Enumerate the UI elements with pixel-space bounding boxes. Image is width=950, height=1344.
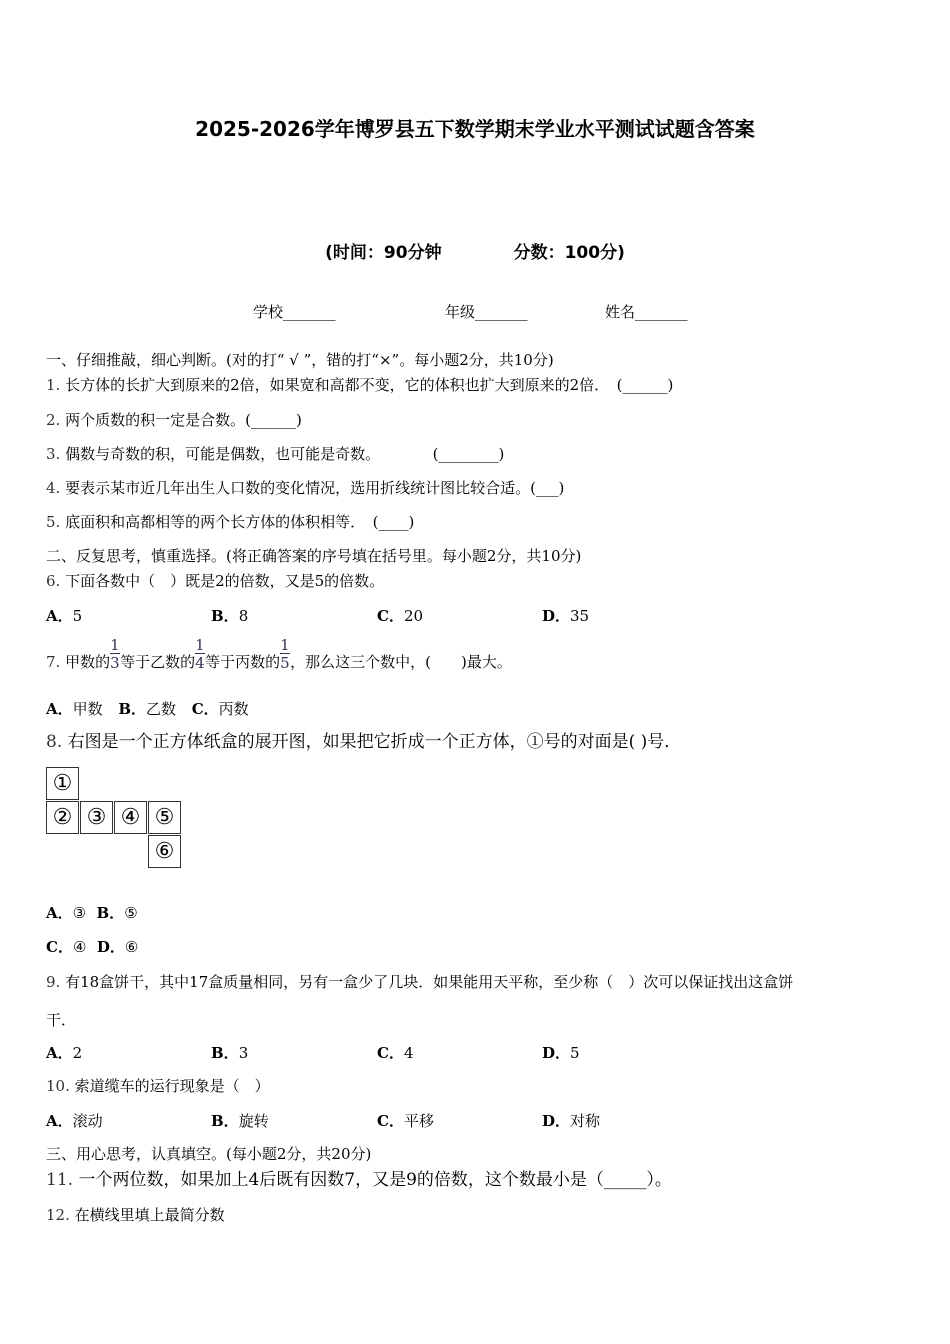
name-field: 姓名_______ [605, 303, 688, 321]
option-a [46, 605, 82, 626]
text: 3 [110, 654, 120, 672]
text: 在横线里填上最简分数 [74, 1206, 225, 1224]
text: 12. [46, 1206, 70, 1224]
text: A． [46, 1112, 73, 1130]
question-9 [46, 972, 793, 992]
option-a [46, 1110, 103, 1131]
question-6 [46, 571, 384, 591]
text: 1 [110, 636, 120, 654]
text: 4 [195, 654, 205, 672]
fraction [110, 636, 120, 673]
text: D． [542, 1044, 571, 1062]
text: 5. [46, 513, 61, 531]
text: ⑤ [124, 904, 138, 922]
text: 旋转 [238, 1112, 269, 1130]
text: 偶数与奇数的积，可能是偶数，也可能是奇数。 (________) [65, 445, 505, 463]
option-a [46, 1042, 82, 1063]
text: ③ [72, 904, 87, 922]
question-11 [46, 1170, 672, 1190]
text: D． [96, 938, 125, 956]
text: 等于乙数的 [120, 653, 196, 671]
text: ④ [72, 938, 87, 956]
section-3-heading: 三、用心思考，认真填空。(每小题2分，共20分) [46, 1145, 372, 1163]
option-b [211, 1110, 269, 1131]
text: 甲数的 [65, 653, 111, 671]
school-field: 学校_______ [253, 303, 336, 321]
text: C． [191, 700, 219, 718]
text: 8. [46, 732, 63, 752]
text: 8 [238, 607, 249, 625]
text: A． [46, 607, 73, 625]
text: 有18盒饼干，其中17盒质量相同，另有一盒少了几块．如果能用天平称，至少称（ ）次可以保证找出这盒饼 [65, 973, 794, 991]
text: 11. [46, 1170, 74, 1190]
text: B． [211, 1112, 239, 1130]
net-cell: ④ [114, 801, 147, 834]
option-d [542, 1110, 600, 1131]
text: C． [377, 1044, 404, 1062]
section-2-heading: 二、反复思考，慎重选择。(将正确答案的序号填在括号里。每小题2分，共10分) [46, 547, 582, 565]
option-d [542, 1042, 580, 1063]
text: 平移 [403, 1112, 434, 1130]
text: C． [377, 607, 404, 625]
text: 1 [195, 636, 205, 654]
text: 2 [72, 1044, 83, 1062]
text: C． [377, 1112, 404, 1130]
fraction [280, 636, 290, 673]
text: 一个两位数，如果加上4后既有因数7，又是9的倍数，这个数最小是（_____）。 [78, 1170, 672, 1190]
text: ，那么这三个数中，( )最大。 [290, 653, 512, 671]
option-b [211, 1042, 248, 1063]
text: 20 [403, 607, 424, 625]
question-8 [46, 732, 681, 752]
text: 5 [72, 607, 83, 625]
text: B． [211, 607, 239, 625]
question-9-cont: 干． [46, 1011, 77, 1029]
options-q8-row2 [46, 936, 138, 957]
section-1-heading: 一、仔细推敲，细心判断。(对的打“ √ ”，错的打“×”。每小题2分，共10分) [46, 351, 554, 369]
text: 9. [46, 973, 61, 991]
options-q8-row1 [46, 902, 138, 923]
text: D． [542, 607, 571, 625]
text: 1. [46, 376, 61, 394]
text: 右图是一个正方体纸盒的展开图，如果把它折成一个正方体，①号的对面是( )号． [67, 732, 682, 752]
text: 5 [570, 1044, 580, 1062]
text: 甲数 [72, 700, 103, 718]
text: 对称 [570, 1112, 601, 1130]
text: 底面积和高都相等的两个长方体的体积相等． (____) [65, 513, 415, 531]
text: 7. [46, 653, 61, 671]
option-c [377, 1042, 414, 1063]
text: 等于丙数的 [205, 653, 281, 671]
text: 索道缆车的运行现象是（ ） [74, 1077, 270, 1095]
text: 2. [46, 411, 61, 429]
text: 4 [403, 1044, 414, 1062]
document-title: 2025-2026学年博罗县五下数学期末学业水平测试试题含答案 [195, 117, 755, 141]
text: 长方体的长扩大到原来的2倍，如果宽和高都不变，它的体积也扩大到原来的2倍． (______) [65, 376, 674, 394]
text: B． [118, 700, 147, 718]
text: C． [46, 938, 73, 956]
text: 乙数 [146, 700, 177, 718]
exam-time: (时间：90分钟 [325, 243, 442, 263]
text: 3. [46, 445, 61, 463]
question-10 [46, 1076, 270, 1096]
question-5 [46, 512, 414, 532]
exam-meta [0, 238, 950, 263]
text: 6. [46, 572, 61, 590]
option-d [542, 605, 589, 626]
text: 丙数 [218, 700, 249, 718]
text: A． [46, 904, 73, 922]
text: D． [542, 1112, 571, 1130]
question-2 [46, 410, 302, 430]
text: 10. [46, 1077, 70, 1095]
text: 3 [238, 1044, 249, 1062]
text: 1 [280, 636, 290, 654]
text: B． [211, 1044, 239, 1062]
net-cell: ① [46, 767, 79, 800]
grade-field: 年级_______ [445, 303, 528, 321]
text: B． [96, 904, 125, 922]
text: A． [46, 700, 73, 718]
net-cell: ③ [80, 801, 113, 834]
option-b [211, 605, 248, 626]
net-cell: ⑥ [148, 835, 181, 868]
text: 下面各数中（ ）既是2的倍数，又是5的倍数。 [65, 572, 385, 590]
option-c [377, 1110, 434, 1131]
option-c [377, 605, 423, 626]
question-4 [46, 478, 564, 498]
question-3 [46, 444, 504, 464]
text: A． [46, 1044, 73, 1062]
text: 35 [570, 607, 590, 625]
net-cell: ② [46, 801, 79, 834]
options-q7 [46, 698, 249, 719]
fraction [195, 636, 205, 673]
question-12 [46, 1205, 225, 1225]
text: 5 [280, 654, 290, 672]
net-cell: ⑤ [148, 801, 181, 834]
question-1 [46, 375, 673, 395]
question-7 [46, 636, 512, 673]
text: ⑥ [124, 938, 139, 956]
text: 要表示某市近几年出生人口数的变化情况，选用折线统计图比较合适。(___) [65, 479, 565, 497]
text: 两个质数的积一定是合数。(______) [65, 411, 302, 429]
exam-score: 分数：100分) [513, 243, 625, 263]
text: 4. [46, 479, 61, 497]
text: 滚动 [72, 1112, 103, 1130]
